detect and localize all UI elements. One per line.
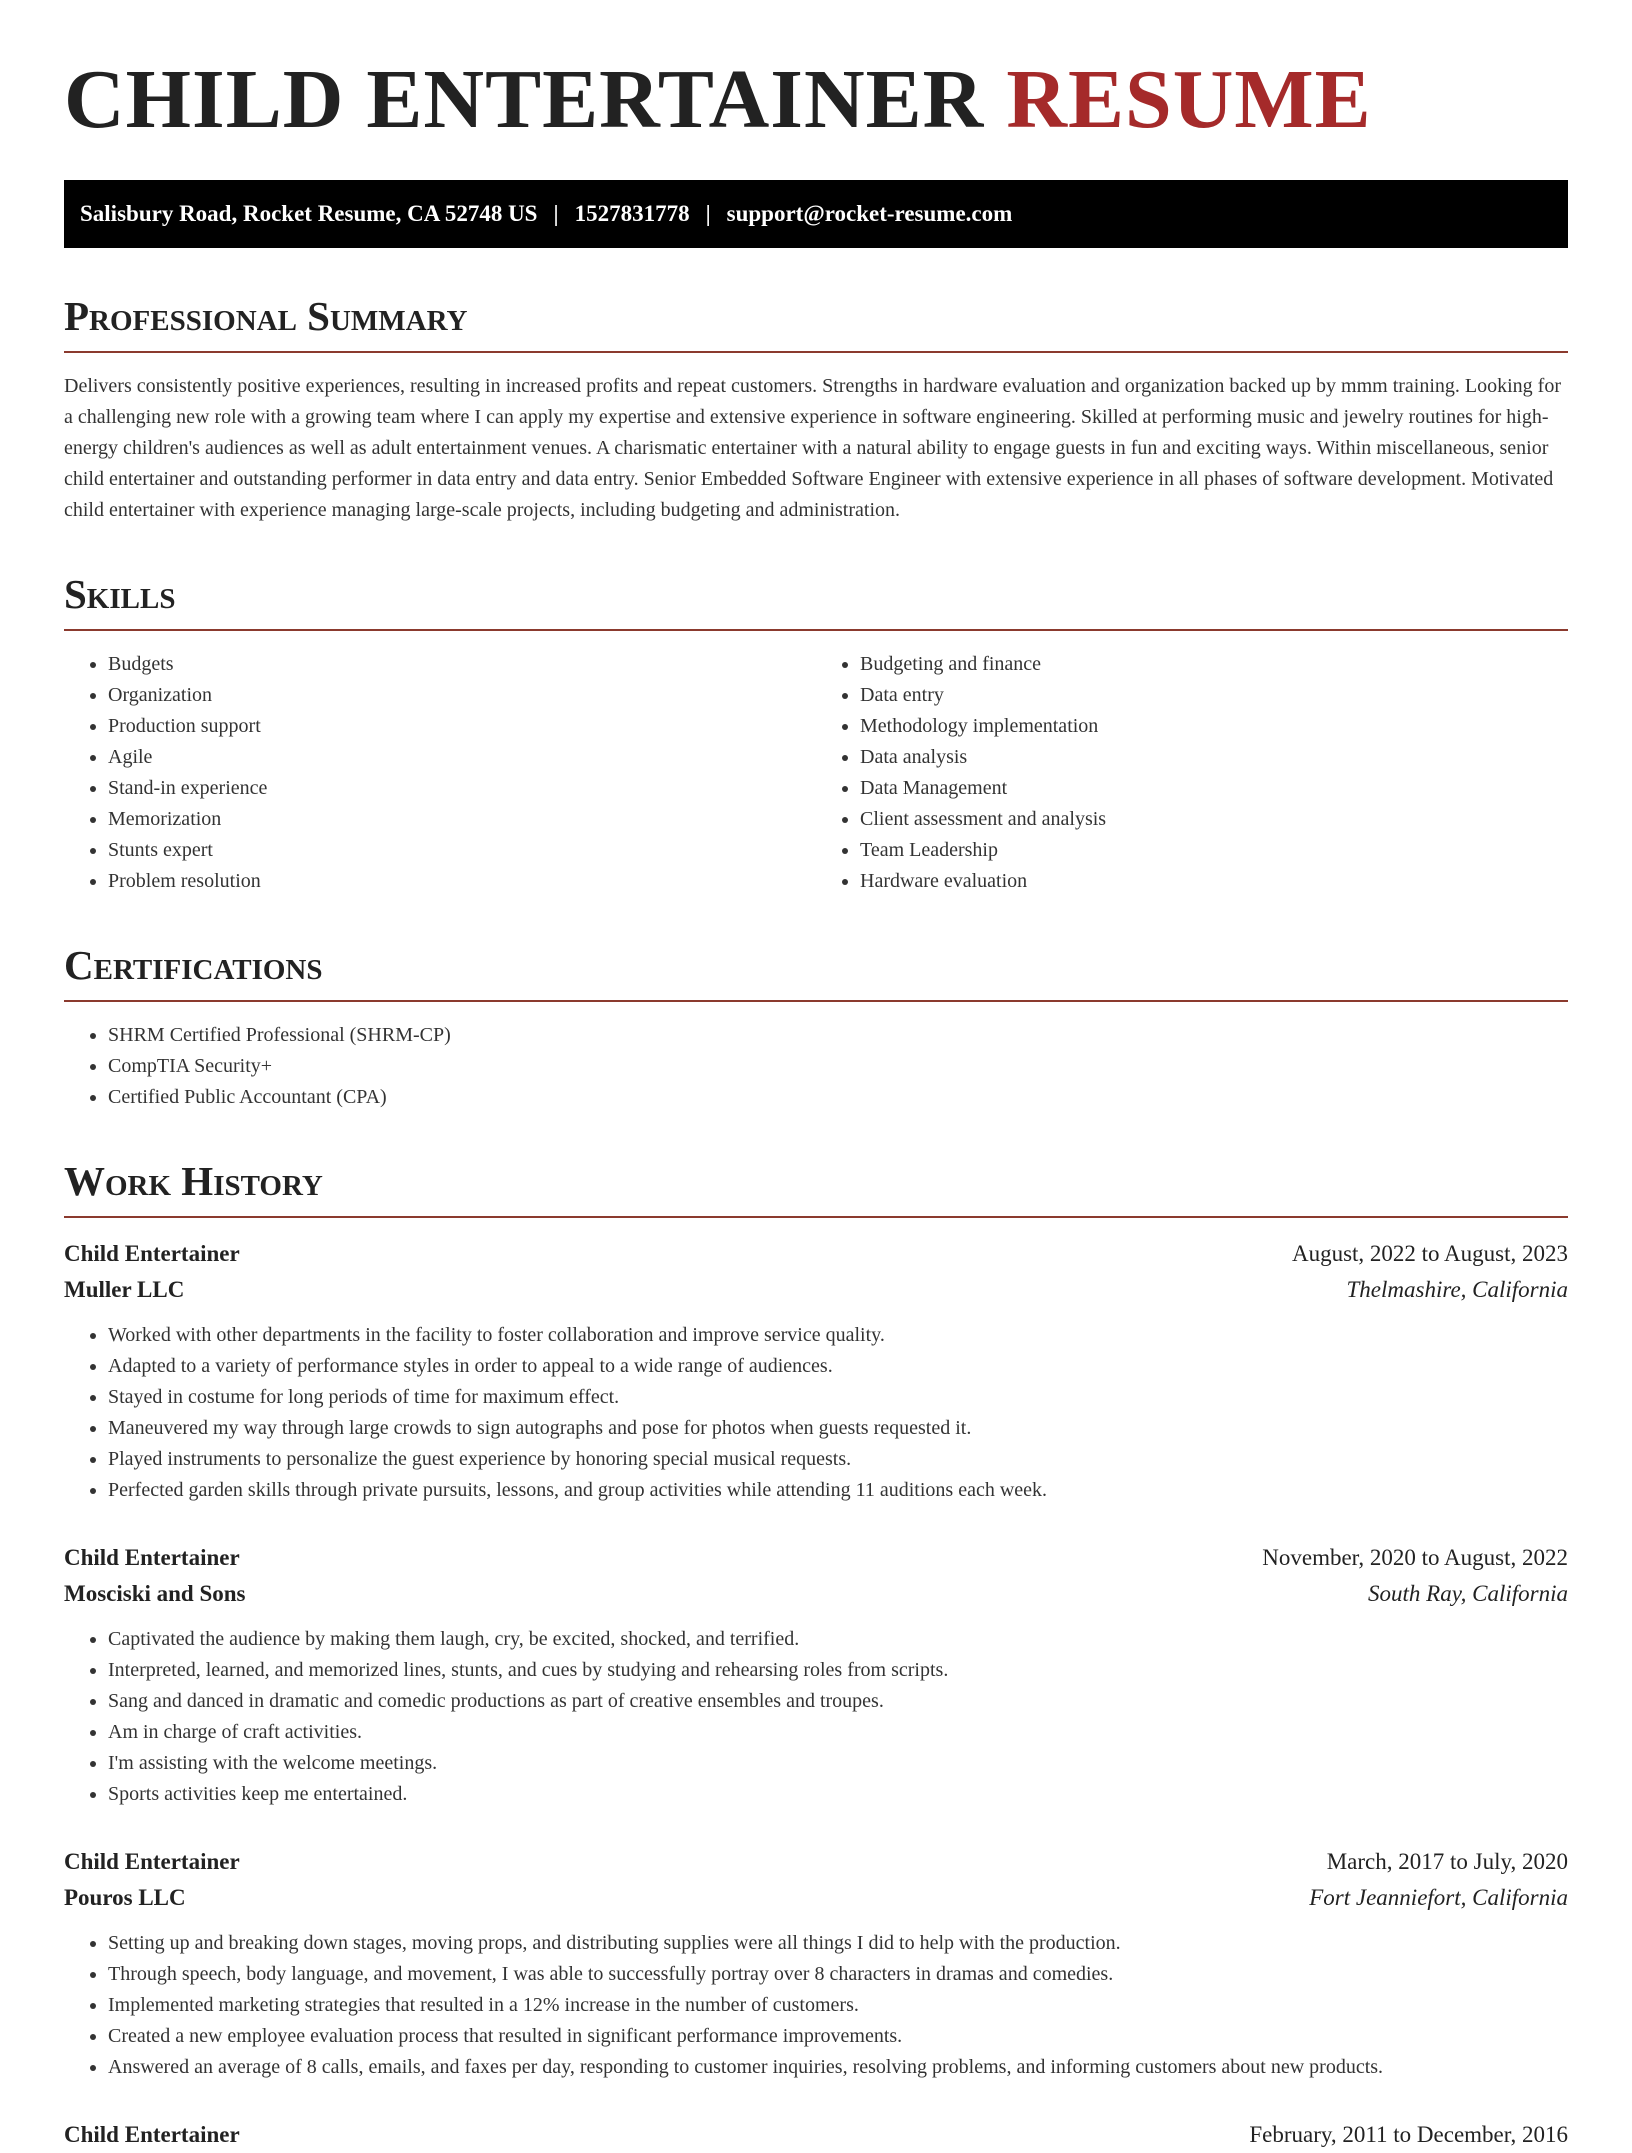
certifications-list [64, 1020, 1568, 1113]
job-company-row [64, 1272, 1568, 1308]
job-duties [64, 1928, 1568, 2083]
job-title: Child Entertainer [64, 2122, 240, 2148]
title-main: CHILD ENTERTAINER [64, 53, 985, 146]
job-location: Fort Jeanniefort, California [1309, 1885, 1568, 1911]
job-company-row [64, 1880, 1568, 1916]
skill-item: • Budgeting and finance [860, 649, 1568, 680]
certifications-heading: Certifications [64, 943, 1568, 1002]
contact-separator: | [705, 201, 711, 226]
job-duty: • Am in charge of craft activities. [108, 1717, 1568, 1748]
job-location: Thelmashire, California [1346, 1277, 1568, 1303]
job-duty: • I'm assisting with the welcome meetings. [108, 1748, 1568, 1779]
job-location: South Ray, California [1368, 1581, 1568, 1607]
job-title: Child Entertainer [64, 1545, 240, 1571]
skills-list-left [64, 649, 816, 897]
work-history-heading: Work History [64, 1159, 1568, 1218]
job-entry [64, 1236, 1568, 1506]
job-duty: • Answered an average of 8 calls, emails, and faxes per day, responding to customer inquiries, resolving problems, and informing customers about new products. [108, 2052, 1568, 2083]
skills-heading: Skills [64, 572, 1568, 631]
job-header-row [64, 1540, 1568, 1576]
job-company-row [64, 1576, 1568, 1612]
job-duty: • Stayed in costume for long periods of time for maximum effect. [108, 1382, 1568, 1413]
resume-title [64, 53, 1568, 146]
skills-grid [64, 649, 1568, 897]
skill-item: • Budgets [108, 649, 816, 680]
skill-item: • Stunts expert [108, 835, 816, 866]
title-accent: RESUME [1006, 53, 1372, 146]
job-header-row [64, 2117, 1568, 2153]
contact-bar [64, 180, 1568, 248]
job-duty: • Created a new employee evaluation process that resulted in significant performance improvements. [108, 2021, 1568, 2052]
job-dates: March, 2017 to July, 2020 [1326, 1849, 1568, 1875]
job-title: Child Entertainer [64, 1241, 240, 1267]
job-duty: • Sports activities keep me entertained. [108, 1779, 1568, 1810]
skill-item: • Team Leadership [860, 835, 1568, 866]
job-header-row [64, 1844, 1568, 1880]
skill-item: • Production support [108, 711, 816, 742]
job-dates: February, 2011 to December, 2016 [1249, 2122, 1568, 2148]
contact-separator: | [553, 201, 559, 226]
job-duty: • Perfected garden skills through private pursuits, lessons, and group activities while attending 11 auditions each week. [108, 1475, 1568, 1506]
job-dates: August, 2022 to August, 2023 [1291, 1241, 1568, 1267]
job-dates: November, 2020 to August, 2022 [1262, 1545, 1568, 1571]
job-duty: • Adapted to a variety of performance styles in order to appeal to a wide range of audiences. [108, 1351, 1568, 1382]
skill-item: • Methodology implementation [860, 711, 1568, 742]
job-duties [64, 1320, 1568, 1506]
skill-item: • Client assessment and analysis [860, 804, 1568, 835]
contact-phone: 1527831778 [574, 201, 690, 226]
skill-item: • Problem resolution [108, 866, 816, 897]
job-entry [64, 2117, 1568, 2153]
job-company: Pouros LLC [64, 1885, 186, 1911]
contact-email: support@rocket-resume.com [726, 201, 1013, 226]
job-company: Mosciski and Sons [64, 1581, 246, 1607]
job-duty: • Maneuvered my way through large crowds to sign autographs and pose for photos when guests requested it. [108, 1413, 1568, 1444]
skill-item: • Hardware evaluation [860, 866, 1568, 897]
job-duty: • Captivated the audience by making them laugh, cry, be excited, shocked, and terrified. [108, 1624, 1568, 1655]
job-entry [64, 1540, 1568, 1810]
job-duty: • Setting up and breaking down stages, moving props, and distributing supplies were all things I did to help with the production. [108, 1928, 1568, 1959]
job-duty: • Implemented marketing strategies that resulted in a 12% increase in the number of customers. [108, 1990, 1568, 2021]
job-header-row [64, 1236, 1568, 1272]
job-entry [64, 1844, 1568, 2083]
summary-text: Delivers consistently positive experiences, resulting in increased profits and repeat customers. Strengths in hardware evaluation and organization backed up by mmm training. Looking for a challenging new role with a growing team where I can apply my expertise and extensive experience in software engineering. Skilled at performing music and jewelry routines for high-energy children's audiences as well as adult entertainment venues. A charismatic entertainer with a natural ability to engage guests in fun and exciting ways. Within miscellaneous, senior child entertainer and outstanding performer in data entry and data entry. Senior Embedded Software Engineer with extensive experience in all phases of software development. Motivated child entertainer with experience managing large-scale projects, including budgeting and administration. [64, 375, 1561, 522]
skills-list-right [816, 649, 1568, 897]
job-duty: • Through speech, body language, and movement, I was able to successfully portray over 8 characters in dramas and comedies. [108, 1959, 1568, 1990]
skill-item: • Data Management [860, 773, 1568, 804]
job-duty: • Played instruments to personalize the guest experience by honoring special musical requests. [108, 1444, 1568, 1475]
certification-item: • Certified Public Accountant (CPA) [108, 1082, 1568, 1113]
job-duties [64, 1624, 1568, 1810]
job-duty: • Interpreted, learned, and memorized lines, stunts, and cues by studying and rehearsing roles from scripts. [108, 1655, 1568, 1686]
job-title: Child Entertainer [64, 1849, 240, 1875]
job-company: Muller LLC [64, 1277, 185, 1303]
skill-item: • Organization [108, 680, 816, 711]
skill-item: • Memorization [108, 804, 816, 835]
job-duty: • Sang and danced in dramatic and comedic productions as part of creative ensembles and troupes. [108, 1686, 1568, 1717]
skill-item: • Stand-in experience [108, 773, 816, 804]
skill-item: • Data analysis [860, 742, 1568, 773]
skill-item: • Agile [108, 742, 816, 773]
job-duty: • Worked with other departments in the facility to foster collaboration and improve service quality. [108, 1320, 1568, 1351]
certification-item: • CompTIA Security+ [108, 1051, 1568, 1082]
summary-heading: Professional Summary [64, 294, 1568, 353]
contact-address: Salisbury Road, Rocket Resume, CA 52748 US [80, 201, 538, 226]
certification-item: • SHRM Certified Professional (SHRM-CP) [108, 1020, 1568, 1051]
skill-item: • Data entry [860, 680, 1568, 711]
